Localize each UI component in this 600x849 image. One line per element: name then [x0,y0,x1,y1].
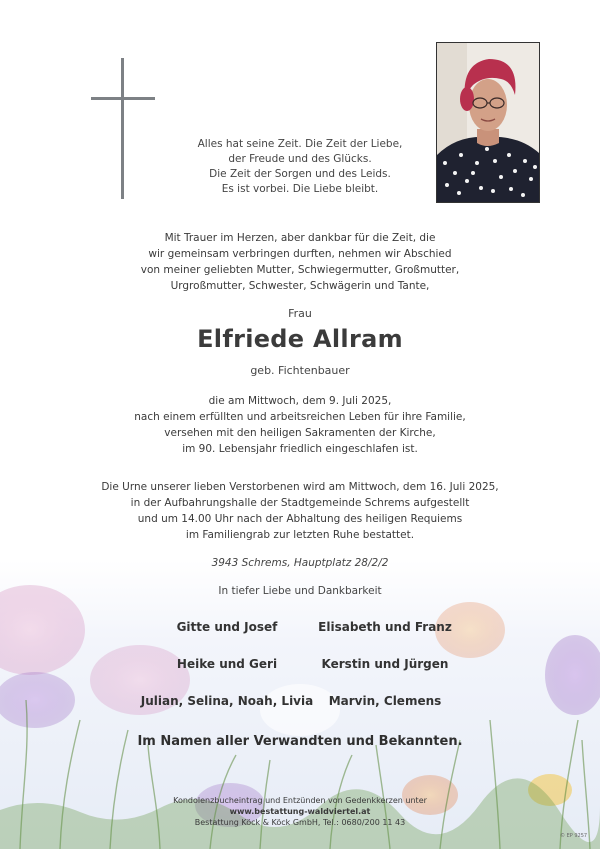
poem-line: Die Zeit der Sorgen und des Leids. [209,168,391,180]
intro-line: wir gemeinsam verbringen durften, nehmen wir Abschied [148,248,452,260]
intro-paragraph [0,230,600,294]
pink-blossom [0,585,85,675]
poem-line: Alles hat seine Zeit. Die Zeit der Liebe, [197,138,403,150]
purple-blossom [0,672,75,728]
address: 3943 Schrems, Hauptplatz 28/2/2 [211,557,389,569]
family-name-right: Kerstin und Jürgen [321,657,449,671]
death-line: die am Mittwoch, dem 9. Juli 2025, [208,395,392,407]
intro-line: von meiner geliebten Mutter, Schwiegermutter, Großmutter, [140,264,460,276]
cross-horizontal-bar [91,97,155,100]
footer-line: Bestattung Köck & Köck GmbH, Tel.: 0680/200 11 43 [194,818,406,827]
urn-line: und um 14.00 Uhr nach der Abhaltung des heiligen Requiems [137,513,463,525]
gratitude-line: In tiefer Liebe und Dankbarkeit [218,585,382,597]
death-line: versehen mit den heiligen Sakramenten der Kirche, [164,427,436,439]
purple-blossom [545,635,600,715]
closing-line: Im Namen aller Verwandten und Bekannten. [137,734,463,749]
print-code: © EP 9257 [560,833,588,839]
intro-line: Mit Trauer im Herzen, aber dankbar für die Zeit, die [164,232,436,244]
family-name-right: Marvin, Clemens [328,694,442,708]
family-name-left: Heike und Geri [176,657,278,671]
footer [0,795,600,828]
death-line: im 90. Lebensjahr friedlich eingeschlafen ist. [182,443,418,455]
white-blossom [260,684,340,736]
urn-line: in der Aufbahrungshalle der Stadtgemeinde Schrems aufgestellt [130,497,470,509]
family-name-left: Gitte und Josef [176,620,278,634]
intro-line: Urgroßmutter, Schwester, Schwägerin und Tante, [170,280,430,292]
birth-name: geb. Fichtenbauer [250,364,350,377]
family-name-left: Julian, Selina, Noah, Livia [140,694,314,708]
death-line: nach einem erfüllten und arbeitsreichen Leben für ihre Familie, [134,411,466,423]
poem-line: Es ist vorbei. Die Liebe bleibt. [221,183,379,195]
urn-line: im Familiengrab zur letzten Ruhe bestattet. [185,529,415,541]
urn-paragraph [0,479,600,543]
death-paragraph [0,393,600,457]
urn-line: Die Urne unserer lieben Verstorbenen wird am Mittwoch, dem 16. Juli 2025, [101,481,499,493]
memorial-poem [0,137,600,197]
footer-line: Kondolenzbucheintrag und Entzünden von Gedenkkerzen unter [173,796,427,805]
footer-website-link[interactable]: www.bestattung-waldviertel.at [229,807,371,816]
deceased-name: Elfriede Allram [197,325,403,353]
family-name-right: Elisabeth und Franz [318,620,452,634]
poem-line: der Freude und des Glücks. [228,153,372,165]
title-prefix: Frau [288,307,312,320]
